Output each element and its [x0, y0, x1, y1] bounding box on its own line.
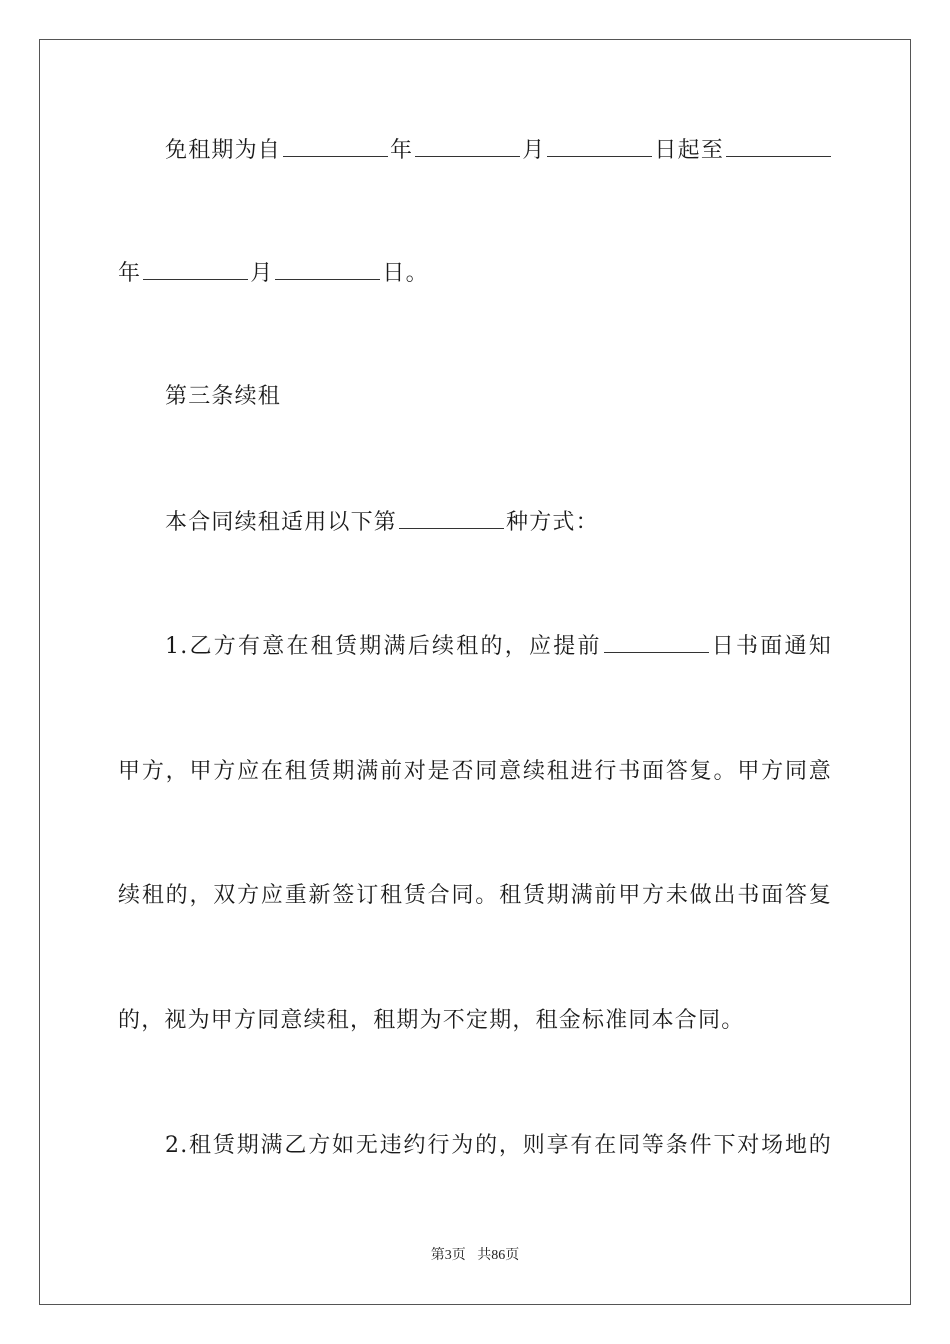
text-segment: 日起至: [654, 138, 725, 163]
free-rent-period-line: [165, 136, 832, 166]
text-segment: 月: [250, 261, 274, 286]
text-segment: 本合同续租适用以下第: [165, 510, 398, 535]
text-segment: 月: [522, 138, 546, 163]
text-segment: 日。: [382, 261, 429, 286]
text-segment: 日书面通知: [710, 634, 832, 659]
blank-field-year: [283, 136, 388, 157]
page-footer: [0, 1244, 950, 1264]
blank-field-month: [415, 136, 520, 157]
clause-1-line-4: 的，视为甲方同意续租，租期为不定期，租金标准同本合同。: [118, 1008, 745, 1033]
clause-1-line-3: 续租的，双方应重新签订租赁合同。租赁期满前甲方未做出书面答复: [118, 883, 832, 908]
text-segment: 年: [390, 138, 414, 163]
blank-field-end-month: [143, 259, 248, 280]
text-segment: 种方式：: [506, 510, 599, 535]
blank-field-notice-days: [604, 632, 709, 653]
page-frame: [39, 39, 911, 1305]
blank-field-end-year: [726, 136, 831, 157]
renewal-method-line: [165, 508, 832, 538]
blank-field-end-day: [275, 259, 380, 280]
text-segment: 年: [118, 261, 142, 286]
text-segment: 1.乙方有意在租赁期满后续租的，应提前: [165, 634, 602, 659]
free-rent-period-end-line: [118, 259, 832, 289]
clause-2-line-1: 2.租赁期满乙方如无违约行为的，则享有在同等条件下对场地的: [165, 1133, 832, 1158]
blank-field-method: [399, 508, 504, 529]
text-segment: 免租期为自: [165, 138, 282, 163]
total-pages: 共86页: [477, 1248, 520, 1263]
section-heading: 第三条续租: [165, 384, 282, 409]
clause-1-line-1: [165, 632, 832, 662]
clause-1-line-2: 甲方，甲方应在租赁期满前对是否同意续租进行书面答复。甲方同意: [118, 759, 832, 784]
blank-field-day: [547, 136, 652, 157]
page-number: 第3页: [430, 1248, 466, 1263]
